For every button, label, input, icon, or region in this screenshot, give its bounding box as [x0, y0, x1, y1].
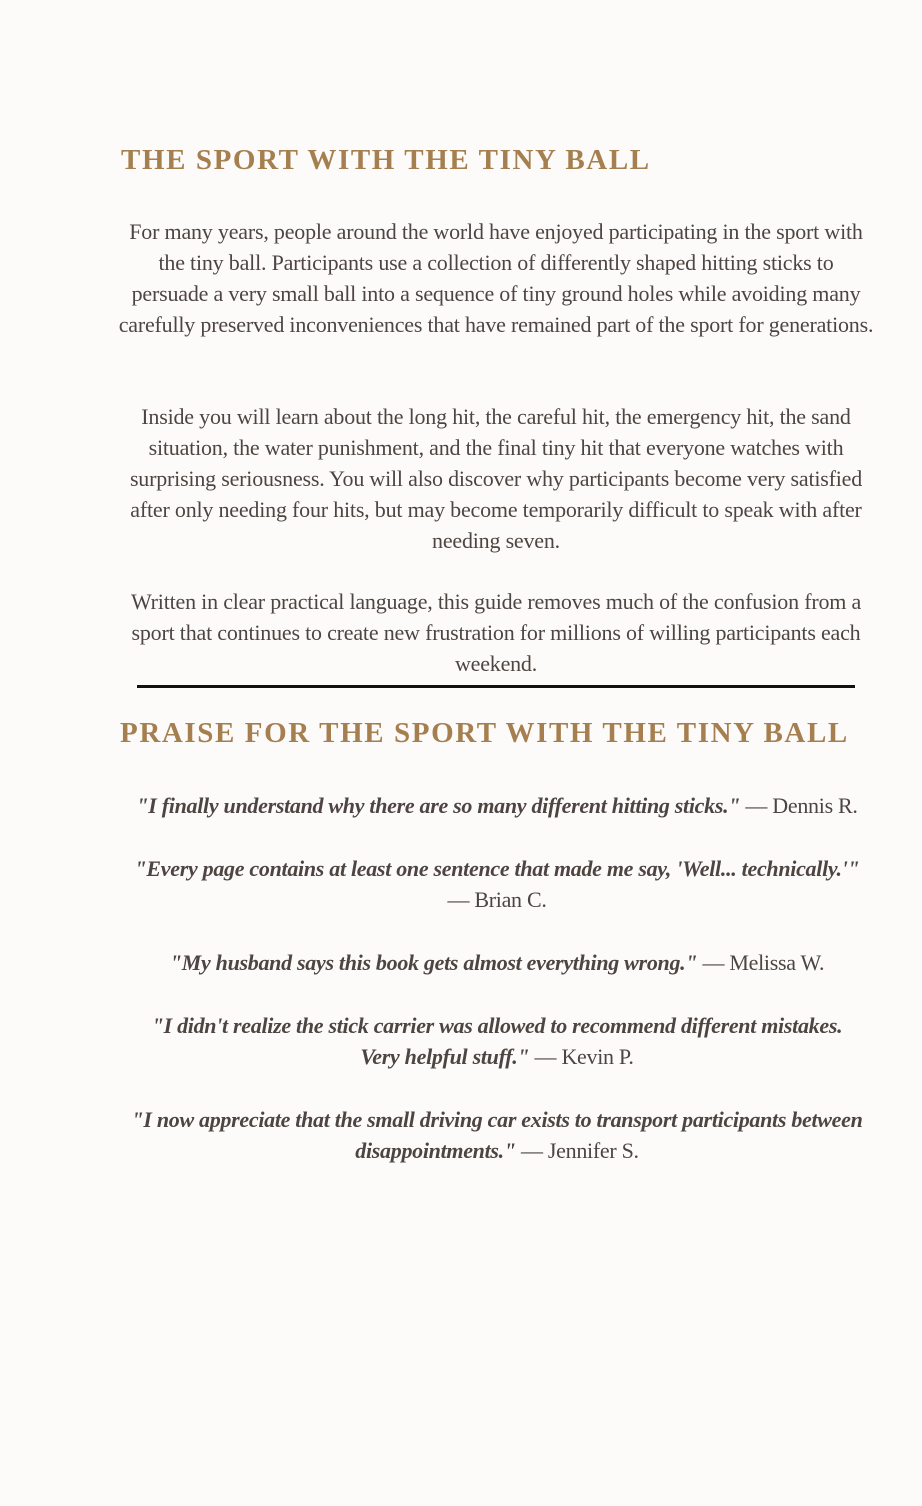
section-title-sport: THE SPORT WITH THE TINY BALL	[121, 144, 651, 176]
section-title-praise: PRAISE FOR THE SPORT WITH THE TINY BALL	[120, 717, 849, 749]
quote-text: "I now appreciate that the small driving car exists to transport participants between disappointments."	[131, 1107, 863, 1163]
praise-quote	[130, 1104, 864, 1166]
quote-text: "I didn't realize the stick carrier was allowed to recommend different mistakes. Very helpful stuff."	[151, 1013, 843, 1069]
quote-text: "My husband says this book gets almost everything wrong."	[169, 950, 698, 975]
quote-author: — Melissa W.	[697, 950, 825, 975]
praise-quote	[124, 790, 870, 821]
quote-author: — Jennifer S.	[515, 1138, 639, 1163]
quote-author: — Brian C.	[447, 887, 547, 912]
quote-text: "I finally understand why there are so many different hitting sticks."	[136, 793, 741, 818]
quote-text: "Every page contains at least one sentence that made me say, 'Well... technically.'"	[134, 856, 860, 881]
quote-author: — Dennis R.	[740, 793, 858, 818]
description-paragraph-1: For many years, people around the world have enjoyed participating in the sport with the tiny ball. Participants use a collection of differently shaped hitting sticks to persuade a very small ball into a sequence of tiny ground holes while avoiding many carefully preserved inconveniences that have remained part of the sport for generations.	[118, 219, 874, 337]
praise-quote	[124, 947, 870, 978]
description-paragraph-2: Inside you will learn about the long hit, the careful hit, the emergency hit, the sand situation, the water punishment, and the final tiny hit that everyone watches with surprising seriousness. You will also discover why participants become very satisfied after only needing four hits, but may become temporarily difficult to speak with after needing seven.	[129, 404, 863, 553]
quote-author: — Kevin P.	[529, 1044, 634, 1069]
praise-quote	[124, 853, 870, 915]
praise-quote	[130, 1010, 864, 1072]
section-divider	[137, 685, 855, 688]
description-paragraph-3: Written in clear practical language, this guide removes much of the confusion from a sport that continues to create new frustration for millions of willing participants each weekend.	[130, 589, 862, 676]
